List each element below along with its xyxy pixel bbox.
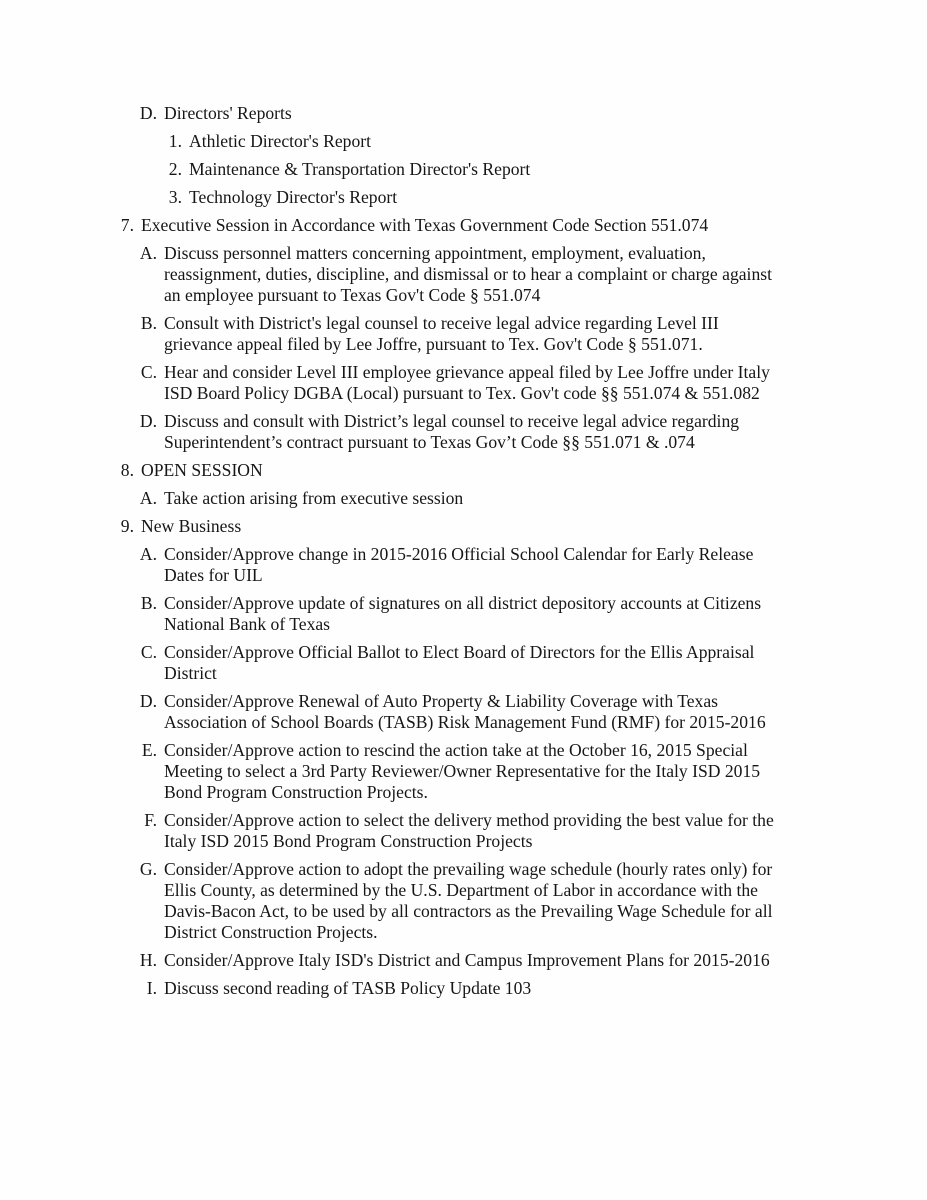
agenda-item (0, 593, 800, 635)
agenda-item-text: Consider/Approve action to select the delivery method providing the best value for the Italy ISD 2015 Bond Program Construction Projects (164, 810, 774, 851)
agenda-item-text: New Business (141, 516, 242, 536)
agenda-item (0, 411, 800, 453)
agenda-item-marker: F. (144, 810, 157, 830)
agenda-item-text: Consider/Approve Renewal of Auto Property & Liability Coverage with Texas Association of School Boards (TASB) Risk Management Fund (RMF) for 2015-2016 (164, 691, 766, 732)
agenda-item (0, 215, 800, 236)
agenda-item (0, 544, 800, 586)
agenda-item-text: Technology Director's Report (189, 187, 398, 207)
agenda-item-text: Hear and consider Level III employee grievance appeal filed by Lee Joffre under Italy ISD Board Policy DGBA (Local) pursuant to Tex. Gov't code §§ 551.074 & 551.082 (164, 362, 770, 403)
agenda-item (0, 488, 800, 509)
agenda-item (0, 243, 800, 306)
agenda-item (0, 131, 800, 152)
agenda-item-text: OPEN SESSION (141, 460, 263, 480)
agenda-item-text: Consider/Approve action to rescind the action take at the October 16, 2015 Special Meeting to select a 3rd Party Reviewer/Owner Representative for the Italy ISD 2015 Bond Program Construction Projects. (164, 740, 761, 802)
agenda-item-text: Consider/Approve Italy ISD's District and Campus Improvement Plans for 2015-2016 (164, 950, 770, 970)
agenda-item (0, 362, 800, 404)
agenda-item-text: Take action arising from executive session (164, 488, 464, 508)
agenda-item (0, 313, 800, 355)
agenda-item (0, 950, 800, 971)
agenda-item-text: Maintenance & Transportation Director's Report (189, 159, 531, 179)
agenda-item (0, 159, 800, 180)
agenda-item-marker: D. (139, 411, 157, 431)
agenda-item-text: Discuss second reading of TASB Policy Update 103 (164, 978, 532, 998)
agenda-item-text: Directors' Reports (164, 103, 292, 123)
agenda-item-text: Athletic Director's Report (189, 131, 371, 151)
agenda-item-text: Consider/Approve change in 2015-2016 Official School Calendar for Early Release Dates for UIL (164, 544, 754, 585)
agenda-item (0, 516, 800, 537)
agenda-item-marker: 9. (120, 516, 134, 536)
agenda-item-marker: A. (139, 243, 157, 263)
agenda-item-text: Consult with District's legal counsel to receive legal advice regarding Level III grievance appeal filed by Lee Joffre, pursuant to Tex. Gov't Code § 551.071. (164, 313, 719, 354)
agenda-item (0, 642, 800, 684)
agenda-item-marker: 7. (120, 215, 134, 235)
agenda-item (0, 740, 800, 803)
agenda-item-marker: 1. (168, 131, 182, 151)
agenda-item-text: Consider/Approve action to adopt the prevailing wage schedule (hourly rates only) for Ellis County, as determined by the U.S. Department of Labor in accordance with the Davis-Bacon Act, to be used by all contractors as the Prevailing Wage Schedule for all District Construction Projects. (164, 859, 773, 942)
agenda-item-marker: A. (139, 488, 157, 508)
agenda-item-text: Executive Session in Accordance with Texas Government Code Section 551.074 (141, 215, 709, 235)
agenda-item-marker: 2. (168, 159, 182, 179)
agenda-item (0, 460, 800, 481)
agenda-item-marker: C. (140, 642, 157, 662)
agenda-item-marker: D. (139, 691, 157, 711)
agenda-item-marker: H. (139, 950, 157, 970)
agenda-item-marker: E. (141, 740, 157, 760)
agenda-item-marker: B. (140, 593, 157, 613)
agenda-item-marker: I. (146, 978, 157, 998)
agenda-list (0, 103, 800, 1006)
agenda-item (0, 859, 800, 943)
agenda-item-marker: A. (139, 544, 157, 564)
agenda-item (0, 103, 800, 124)
agenda-item-marker: 3. (168, 187, 182, 207)
agenda-item-marker: 8. (120, 460, 134, 480)
agenda-item-text: Consider/Approve update of signatures on all district depository accounts at Citizens National Bank of Texas (164, 593, 762, 634)
agenda-item-text: Consider/Approve Official Ballot to Elect Board of Directors for the Ellis Appraisal District (164, 642, 755, 683)
agenda-item-marker: C. (140, 362, 157, 382)
agenda-item-marker: G. (139, 859, 157, 879)
agenda-item (0, 691, 800, 733)
agenda-item (0, 187, 800, 208)
agenda-item (0, 810, 800, 852)
agenda-item-text: Discuss personnel matters concerning appointment, employment, evaluation, reassignment, duties, discipline, and dismissal or to hear a complaint or charge against an employee pursuant to Texas Gov't Code § 551.074 (164, 243, 772, 305)
agenda-item-marker: B. (140, 313, 157, 333)
agenda-item-text: Discuss and consult with District’s legal counsel to receive legal advice regarding Superintendent’s contract pursuant to Texas Gov’t Code §§ 551.071 & .074 (164, 411, 740, 452)
agenda-item (0, 978, 800, 999)
agenda-item-marker: D. (139, 103, 157, 123)
